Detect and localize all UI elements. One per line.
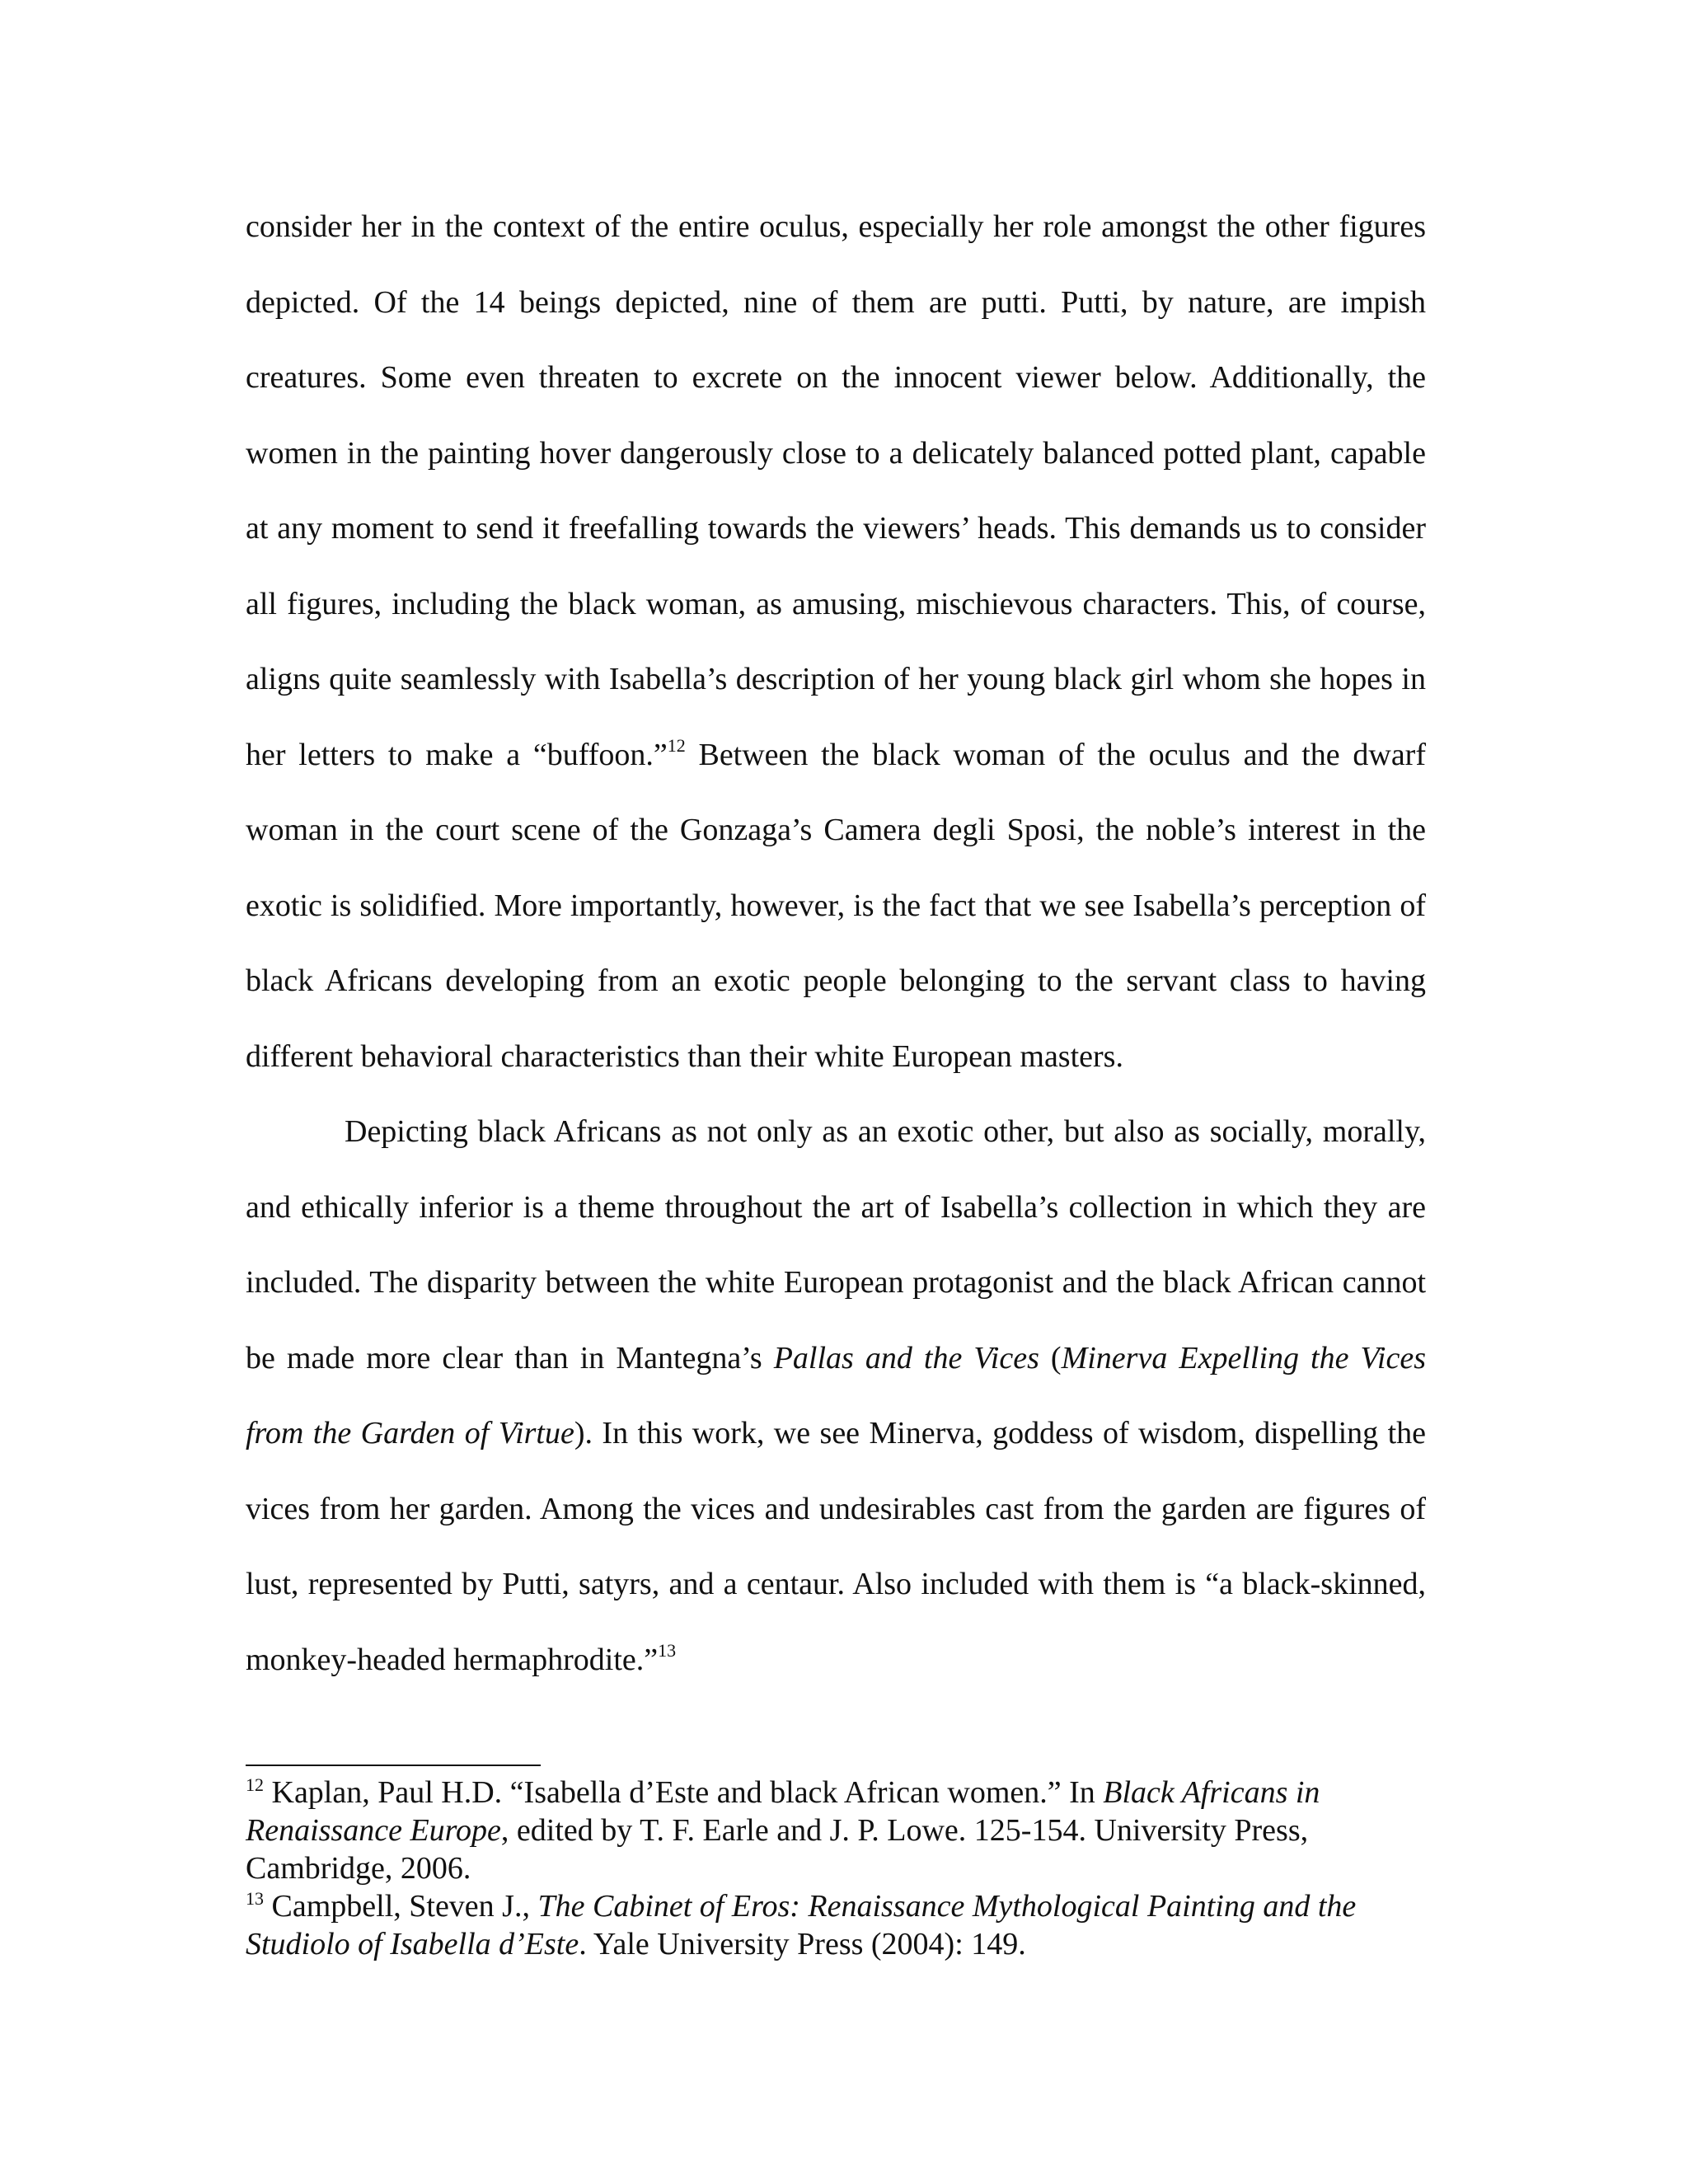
paragraph-2-text-b: ( — [1039, 1340, 1062, 1376]
footnote-13-text-b: . Yale University Press (2004): 149. — [579, 1927, 1026, 1961]
artwork-title-pallas: Pallas and the Vices — [773, 1340, 1039, 1376]
body-text — [246, 190, 1426, 1698]
footnote-number-12: 12 — [246, 1774, 264, 1795]
footnotes — [246, 1774, 1426, 1963]
footnote-12-text-a: Kaplan, Paul H.D. “Isabella d’Este and black African women.” In — [264, 1775, 1104, 1810]
footnote-12 — [246, 1774, 1426, 1887]
footnote-ref-12: 12 — [667, 734, 686, 756]
footnote-12-title: Black Africans in Renaissance Europe — [246, 1775, 1320, 1848]
paragraph-2-text-c: ). In this work, we see Minerva, goddess of wisdom, dispelling the vices from her garden. Among the vices and undesirables cast from the garden are figures of lust, represented by Putti, satyrs, and a centaur. Also included with them is “a black-skinned, monkey-headed hermaphrodite.” — [246, 1416, 1426, 1677]
footnote-13-title: The Cabinet of Eros: Renaissance Mythological Painting and the Studiolo of Isabella d’Este — [246, 1889, 1357, 1961]
paragraph-2-text-a: Depicting black Africans as not only as an exotic other, but also as socially, morally, and ethically inferior is a theme throughout the art of Isabella’s collection in which they are included. The disparity between the white European protagonist and the black African cannot be made more clear than in Mantegna’s — [246, 1114, 1426, 1376]
paragraph-2 — [246, 1094, 1426, 1698]
footnote-ref-13: 13 — [658, 1639, 677, 1661]
footnote-12-text-b: , edited by T. F. Earle and J. P. Lowe. 125-154. University Press, Cambridge, 2006. — [246, 1813, 1309, 1886]
artwork-title-minerva: Minerva Expelling the Vices from the Garden of Virtue — [246, 1340, 1426, 1451]
footnote-13-text-a: Campbell, Steven J., — [264, 1889, 538, 1924]
paragraph-1 — [246, 190, 1426, 1094]
footnote-13 — [246, 1887, 1426, 1963]
footnote-number-13: 13 — [246, 1888, 264, 1909]
footnote-separator — [246, 1765, 541, 1766]
paragraph-1-text-b: Between the black woman of the oculus and the dwarf woman in the court scene of the Gonzaga’s Camera degli Sposi, the noble’s interest in the exotic is solidified. More importantly, however, is the fact that we see Isabella’s perception of black Africans developing from an exotic people belonging to the servant class to having different behavioral characteristics than their white European masters. — [246, 737, 1426, 1074]
paragraph-1-text-a: consider her in the context of the entire oculus, especially her role amongst the other figures depicted. Of the 14 beings depicted, nine of them are putti. Putti, by nature, are impish creatures. Some even threaten to excrete on the innocent viewer below. Additionally, the women in the painting hover dangerously close to a delicately balanced potted plant, capable at any moment to send it freefalling towards the viewers’ heads. This demands us to consider all figures, including the black woman, as amusing, mischievous characters. This, of course, aligns quite seamlessly with Isabella’s description of her young black girl whom she hopes in her letters to make a “buffoon.” — [246, 209, 1426, 772]
